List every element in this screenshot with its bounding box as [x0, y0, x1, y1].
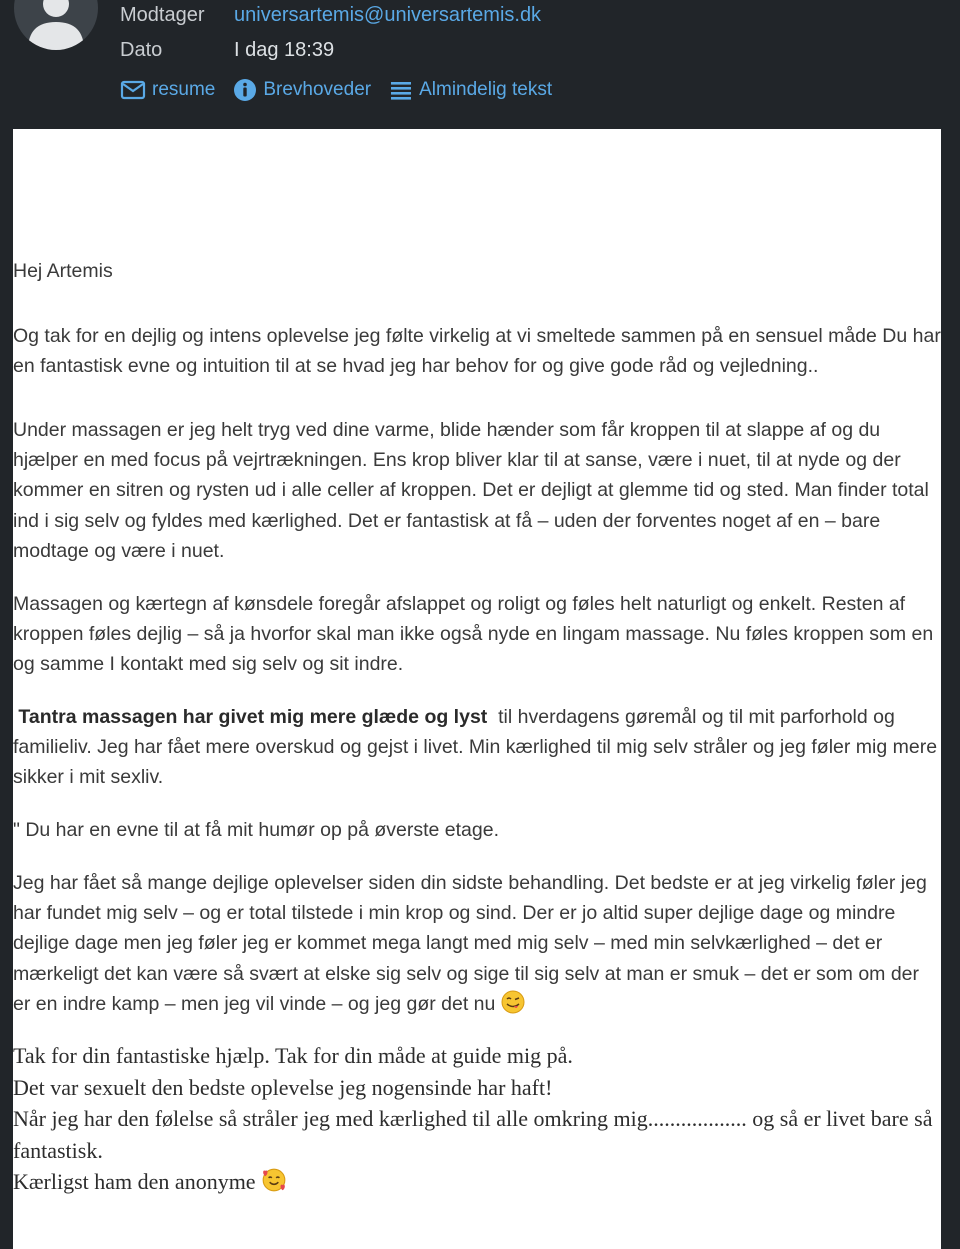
text-lines-icon [389, 78, 413, 102]
paragraph-2: Under massagen er jeg helt tryg ved dine varme, blide hænder som får kroppen til at slappe af og du hjælper en med focus på vejrtrækningen. Ens krop bliver klar til at sanse, være i nuet, til at nyde og der kommer en sitren og rysten ud i alle celler af kroppen. Det er dejligt at glemme tid og sted. Man finder total ind i sig selv og fyldes med kærlighed. Det er fantastisk at få – uden der forventes noget af en – bare modtage og være i nuet. [13, 419, 929, 562]
closing-line-2: Det var sexuelt den bedste oplevelse jeg nogensinde har haft! [13, 1074, 553, 1100]
signature-line [13, 1166, 941, 1198]
paragraph-4 [13, 702, 941, 793]
closing-section [13, 1040, 941, 1198]
signature-text: Kærligst ham den anonyme [13, 1169, 256, 1194]
paragraph-6-text: Jeg har fået så mange dejlige oplevelser siden din sidste behandling. Det bedste er at jeg virkelig føler jeg har fundet mig selv – og er total tilstede i min krop og sind. Der er jo altid super dejlige dage og mindre dejlige dage men jeg føler jeg er kommet mega langt med mig selv – med min selvkærlighed – det er mærkeligt det kan være så svært at elske sig selv og sige til sig selv at man er smuk – det er som om der er en indre kamp – men jeg vil vinde – og jeg gør det nu [13, 872, 927, 1015]
envelope-icon [120, 79, 146, 101]
summary-label: resume [152, 79, 216, 100]
recipient-label: Modtager [120, 4, 205, 26]
headers-button[interactable] [233, 78, 371, 102]
yum-emoji-icon [501, 990, 525, 1014]
paragraph-1: Og tak for en dejlig og intens oplevelse jeg følte virkelig at vi smeltede sammen på en sensuel måde Du har en fantastisk evne og intuition til at se hvad jeg har behov for og give gode råd og vejledning.. [13, 325, 941, 378]
paragraph-4-bold: Tantra massagen har givet mig mere glæde og lyst [18, 706, 488, 728]
paragraph-4-rest: til hverdagens gøremål og til mit parforhold og familieliv. Jeg har fået mere overskud og gejst i livet. Min kærlighed til mig selv stråler og jeg føler mig mere sikker i mit sexliv. [13, 706, 938, 789]
message-body [13, 129, 941, 1249]
smiling-hearts-emoji-icon [261, 1167, 287, 1193]
headers-label: Brevhoveder [263, 79, 372, 100]
closing-line-3: Når jeg har den følelse så stråler jeg med kærlighed til alle omkring mig.................. og så er livet bare så fantastisk. [13, 1106, 933, 1163]
date-label: Dato [120, 39, 163, 61]
message-actions [120, 78, 552, 102]
plain-text-button[interactable] [389, 78, 552, 102]
paragraph-6 [13, 868, 941, 1019]
summary-button[interactable] [120, 78, 215, 102]
paragraph-3: Massagen og kærtegn af kønsdele foregår afslappet og roligt og føles helt naturligt og enkelt. Resten af kroppen føles dejlig – så ja hvorfor skal man ikke også nyde en lingam massage. Nu føles kroppen som en og samme I kontakt med sig selv og sit indre. [13, 593, 934, 676]
info-icon [233, 78, 257, 102]
plain-text-label: Almindelig tekst [419, 79, 553, 100]
date-row [120, 39, 334, 62]
date-value: I dag 18:39 [234, 39, 335, 61]
sender-avatar [14, 0, 98, 50]
recipient-row [120, 4, 541, 27]
recipient-address[interactable]: universartemis@universartemis.dk [234, 4, 542, 26]
user-silhouette-icon [14, 0, 98, 50]
paragraph-5: " Du har en evne til at få mit humør op på øverste etage. [13, 819, 499, 841]
closing-line-1: Tak for din fantastiske hjælp. Tak for din måde at guide mig på. [13, 1043, 573, 1068]
greeting: Hej Artemis [13, 260, 113, 282]
